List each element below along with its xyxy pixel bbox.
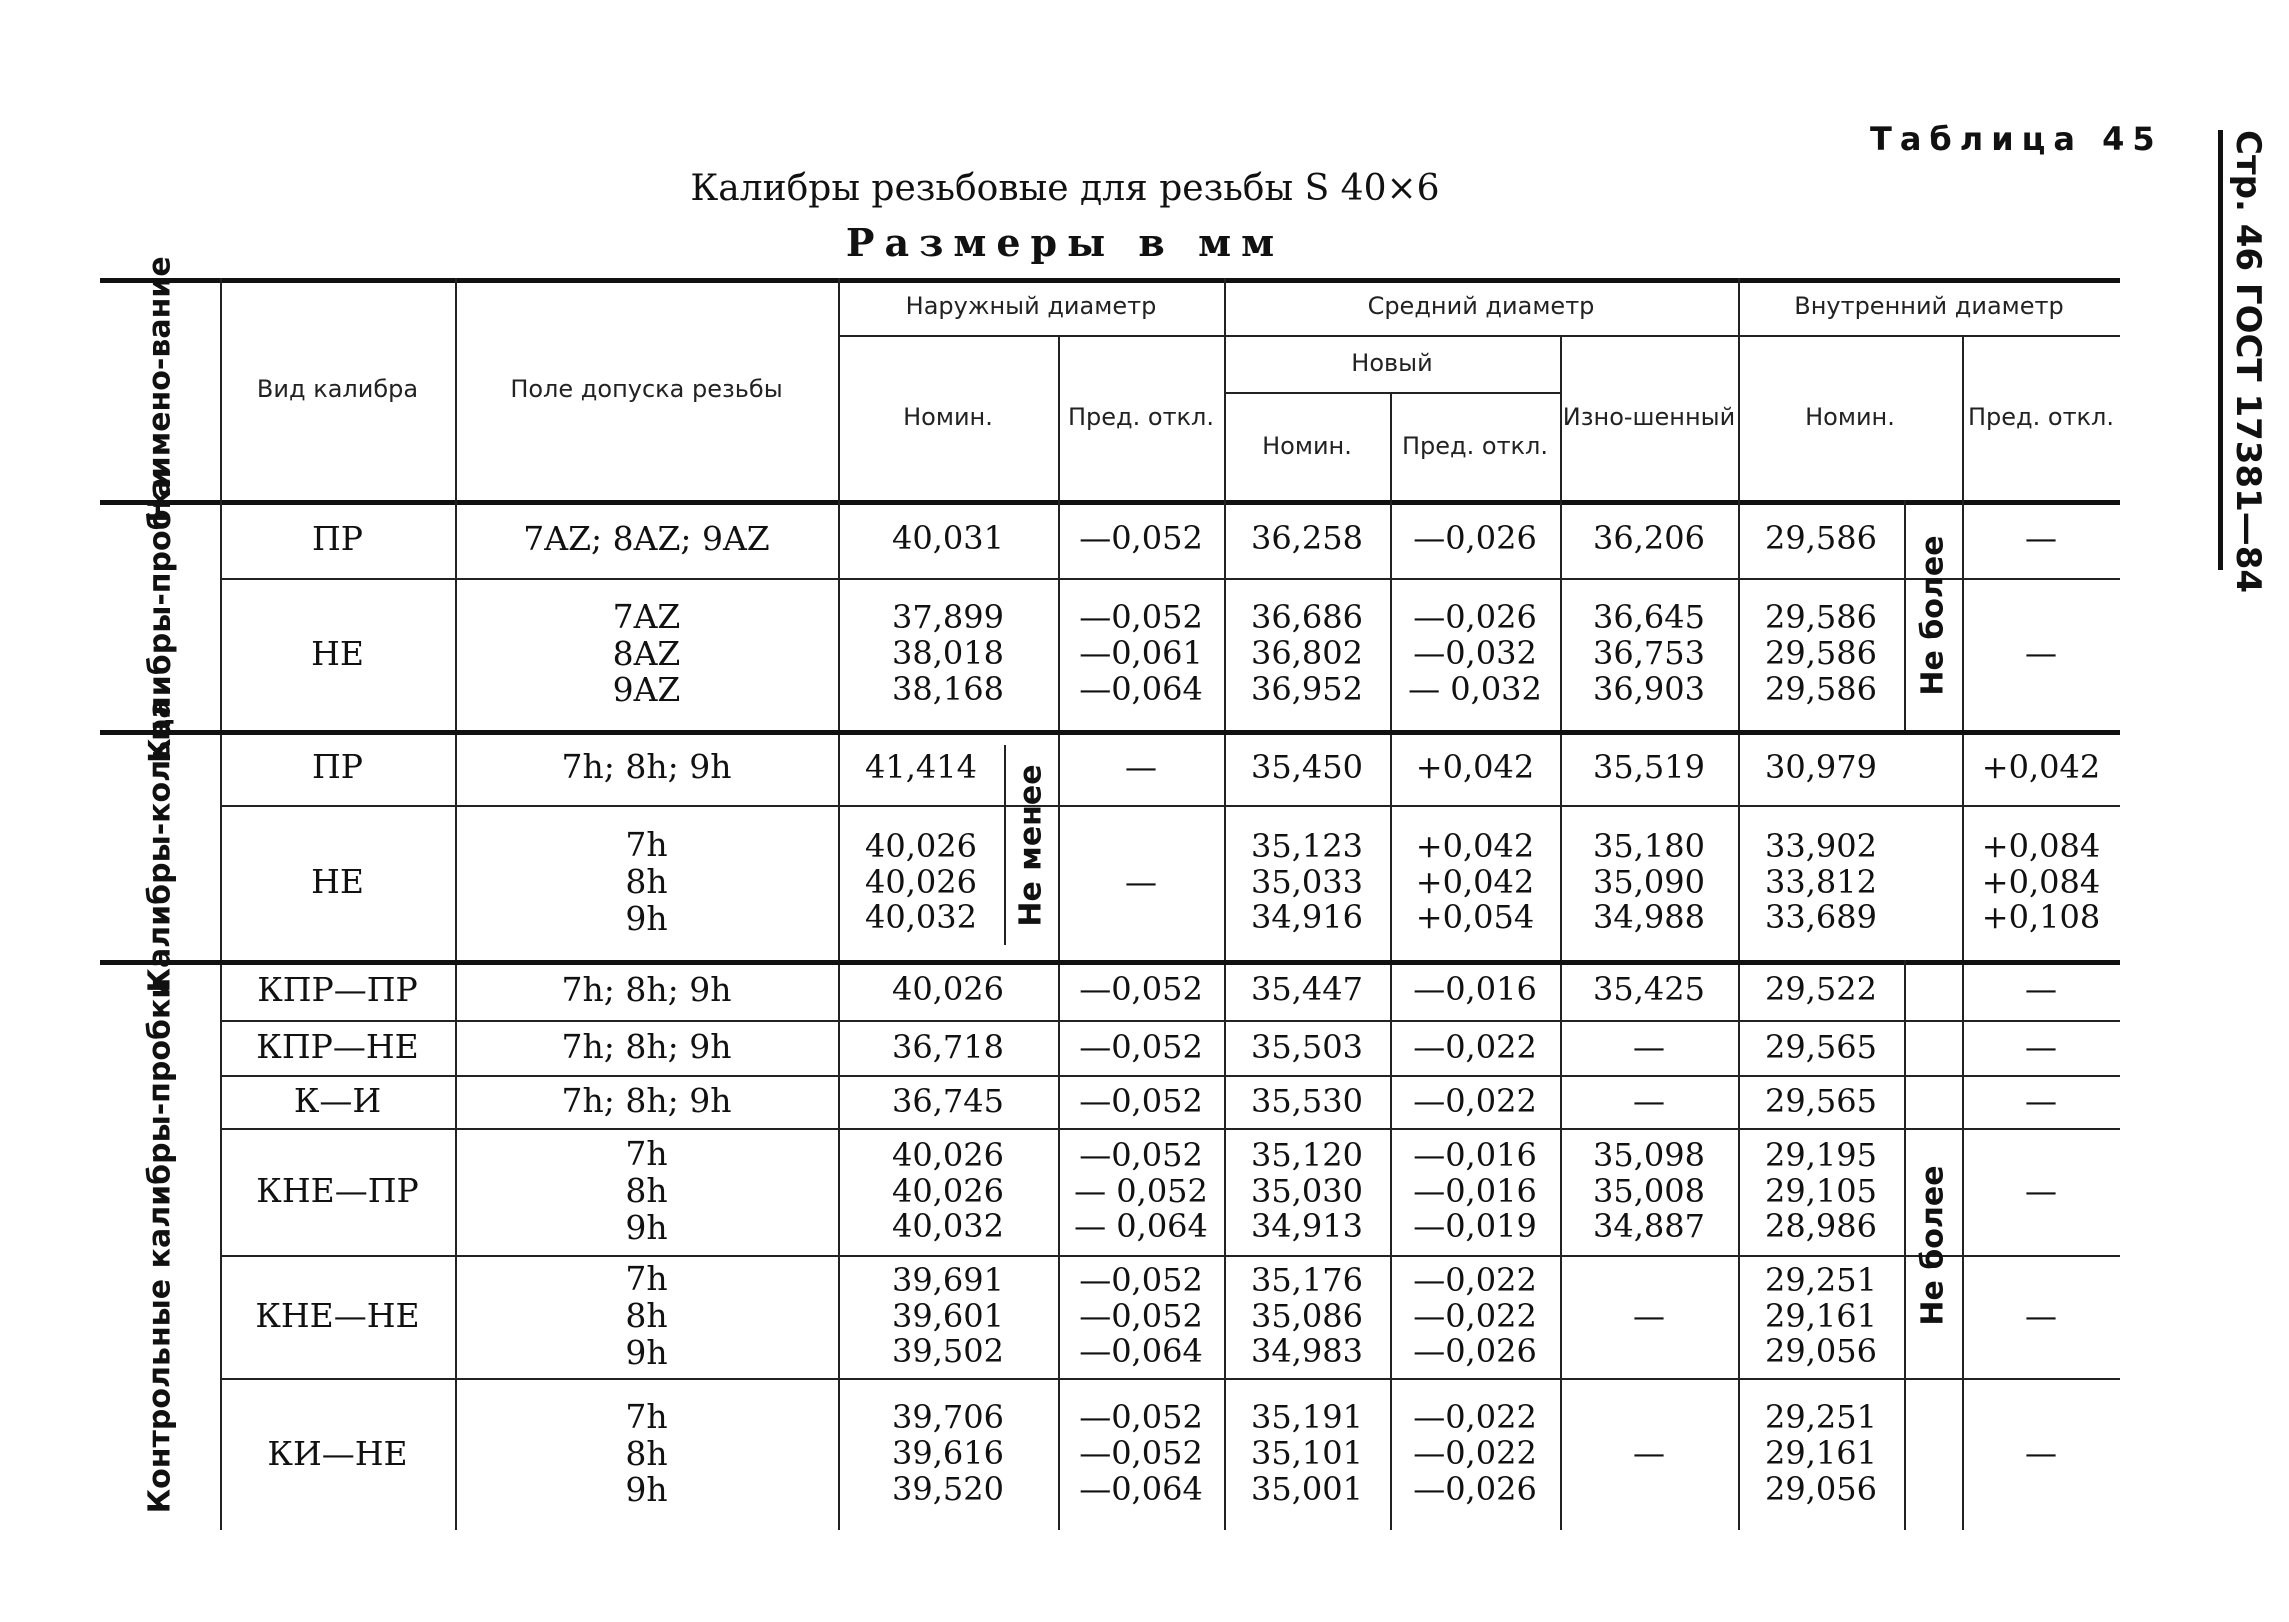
cell-mean-nom — [1224, 730, 1390, 805]
cell-outer-nom-line: 41,414 — [865, 747, 977, 786]
group-rings-text: Калибры-кольца — [142, 697, 178, 993]
cell-outer-nom — [838, 500, 1058, 578]
cell-mean-nom-line: 35,176 — [1251, 1260, 1363, 1299]
cell-worn-line: — — [1633, 1434, 1665, 1473]
cell-type — [220, 1020, 455, 1075]
cell-outer-dev-line: —0,064 — [1079, 1469, 1203, 1508]
cell-outer-dev — [1058, 805, 1224, 960]
cell-worn-line: 36,753 — [1593, 634, 1705, 673]
name-header — [100, 255, 220, 523]
cell-mean-nom-line: 34,913 — [1251, 1207, 1363, 1246]
cell-outer-nom-line: 40,026 — [865, 862, 977, 901]
note-no-less — [1006, 730, 1056, 960]
cell-field-line: 7h; 8h; 9h — [561, 747, 732, 787]
group-control-plugs — [100, 960, 220, 1530]
group-rings — [100, 697, 220, 993]
cell-outer-dev-line: —0,052 — [1079, 598, 1203, 637]
cell-worn-line: 34,988 — [1593, 898, 1705, 937]
cell-field-line: 7AZ — [612, 596, 681, 636]
cell-outer-nom-line: 39,520 — [892, 1469, 1004, 1508]
cell-field-line: 7h — [625, 825, 668, 865]
cell-mean-nom — [1224, 1075, 1390, 1128]
cell-outer-dev-line: —0,052 — [1079, 1296, 1203, 1335]
new-header-line: Новый — [1351, 349, 1433, 378]
cell-field — [455, 1378, 838, 1530]
cell-inner-nom-line: 29,251 — [1765, 1260, 1877, 1299]
cell-outer-dev-line: —0,064 — [1079, 669, 1203, 708]
cell-outer-dev-line: — — [1125, 747, 1157, 786]
cell-worn — [1560, 1128, 1738, 1255]
cell-outer-nom — [838, 805, 1004, 960]
cell-mean-dev-line: +0,042 — [1415, 862, 1535, 901]
cell-type — [220, 1075, 455, 1128]
note-no-more-bottom — [1906, 960, 1960, 1530]
outer-nominal-header — [838, 335, 1058, 500]
cell-mean-nom — [1224, 1020, 1390, 1075]
cell-inner-nom-line: 29,522 — [1765, 970, 1877, 1009]
cell-mean-dev-line: —0,026 — [1413, 598, 1537, 637]
cell-worn-line: 36,645 — [1593, 598, 1705, 637]
cell-mean-dev — [1390, 1255, 1560, 1378]
cell-field — [455, 960, 838, 1020]
cell-inner-dev-line: — — [2025, 1081, 2057, 1120]
cell-worn — [1560, 730, 1738, 805]
outer-diameter-header-line: Наружный диаметр — [905, 292, 1157, 321]
cell-field — [455, 500, 838, 578]
cell-outer-nom — [838, 578, 1058, 730]
cell-field-line: 9h — [625, 1207, 668, 1247]
outer-deviation-header-line: Пред. откл. — [1067, 403, 1215, 432]
cell-type-line: НЕ — [311, 633, 364, 673]
cell-inner-nom-line: 28,986 — [1765, 1207, 1877, 1246]
cell-mean-dev-line: —0,026 — [1413, 1332, 1537, 1371]
cell-mean-dev-line: —0,026 — [1413, 1469, 1537, 1508]
cell-inner-nom-line: 29,565 — [1765, 1081, 1877, 1120]
cell-mean-nom-line: 35,123 — [1251, 826, 1363, 865]
inner-nominal-header — [1738, 335, 1962, 500]
note-rule — [1904, 960, 1906, 1530]
cell-type — [220, 1378, 455, 1530]
cell-field-line: 8AZ — [612, 633, 681, 673]
cell-field — [455, 730, 838, 805]
tolerance-field-header-line: Поле допуска резьбы — [510, 374, 783, 403]
cell-mean-dev-line: —0,026 — [1413, 519, 1537, 558]
cell-mean-dev-line: —0,022 — [1413, 1081, 1537, 1120]
cell-inner-nom-line: 33,902 — [1765, 826, 1877, 865]
cell-inner-nom — [1738, 730, 1904, 805]
cell-inner-dev-line: — — [2025, 1434, 2057, 1473]
cell-worn — [1560, 500, 1738, 578]
cell-outer-dev — [1058, 1255, 1224, 1378]
cell-outer-nom-line: 37,899 — [892, 598, 1004, 637]
inner-deviation-header-line: Пред. откл. — [1967, 403, 2115, 432]
cell-outer-nom — [838, 1020, 1058, 1075]
cell-outer-nom-line: 39,616 — [892, 1434, 1004, 1473]
cell-worn — [1560, 805, 1738, 960]
side-note-text: Стр. 46 ГОСТ 17381—84 — [2228, 130, 2268, 594]
cell-mean-nom-line: 36,802 — [1251, 634, 1363, 673]
cell-mean-nom-line: 34,983 — [1251, 1332, 1363, 1371]
worn-header-line: Изно-шенный — [1562, 403, 1736, 432]
cell-field-line: 7h; 8h; 9h — [561, 1027, 732, 1067]
cell-mean-dev — [1390, 578, 1560, 730]
cell-inner-nom-line: 33,689 — [1765, 898, 1877, 937]
cell-inner-dev-line: +0,084 — [1981, 826, 2101, 865]
cell-outer-dev-line: —0,052 — [1079, 970, 1203, 1009]
cell-outer-nom-line: 38,168 — [892, 669, 1004, 708]
cell-inner-dev-line: +0,084 — [1981, 862, 2101, 901]
mean-deviation-header — [1390, 392, 1560, 500]
cell-inner-nom-line: 29,251 — [1765, 1398, 1877, 1437]
cell-worn-line: 35,180 — [1593, 826, 1705, 865]
cell-outer-nom-line: 39,691 — [892, 1260, 1004, 1299]
cell-outer-dev — [1058, 500, 1224, 578]
cell-mean-nom-line: 35,530 — [1251, 1081, 1363, 1120]
cell-mean-dev-line: —0,019 — [1413, 1207, 1537, 1246]
cell-mean-dev-line: —0,022 — [1413, 1434, 1537, 1473]
cell-type-line: КПР—ПР — [257, 969, 418, 1009]
cell-type — [220, 1128, 455, 1255]
outer-nominal-header-line: Номин. — [903, 403, 993, 432]
cell-mean-dev-line: —0,016 — [1413, 970, 1537, 1009]
cell-outer-dev-line: — — [1125, 862, 1157, 901]
name-header-text: Наимено-вание — [142, 255, 178, 523]
cell-type — [220, 500, 455, 578]
cell-inner-nom-line: 29,161 — [1765, 1434, 1877, 1473]
cell-mean-nom-line: 35,001 — [1251, 1469, 1363, 1508]
cell-mean-nom-line: 35,450 — [1251, 747, 1363, 786]
cell-inner-dev — [1962, 1020, 2120, 1075]
cell-inner-nom — [1738, 500, 1904, 578]
cell-type-line: ПР — [312, 747, 363, 787]
cell-mean-dev — [1390, 805, 1560, 960]
cell-worn-line: — — [1633, 1027, 1665, 1066]
cell-mean-dev-line: —0,022 — [1413, 1260, 1537, 1299]
cell-type-line: КИ—НЕ — [267, 1433, 408, 1473]
cell-type-line: КНЕ—НЕ — [255, 1296, 420, 1336]
cell-inner-nom-line: 29,161 — [1765, 1296, 1877, 1335]
cell-inner-nom-line: 29,586 — [1765, 598, 1877, 637]
cell-mean-nom — [1224, 1255, 1390, 1378]
cell-mean-dev-line: — 0,032 — [1408, 669, 1542, 708]
cell-inner-dev — [1962, 1128, 2120, 1255]
cell-inner-dev — [1962, 805, 2120, 960]
cell-outer-dev — [1058, 1020, 1224, 1075]
table-title: Калибры резьбовые для резьбы S 40×6 — [690, 168, 1440, 209]
outer-deviation-header — [1058, 335, 1224, 500]
cell-mean-nom-line: 36,258 — [1251, 519, 1363, 558]
cell-inner-nom — [1738, 1128, 1904, 1255]
cell-mean-dev-line: —0,016 — [1413, 1135, 1537, 1174]
cell-inner-dev-line: +0,108 — [1981, 898, 2101, 937]
cell-mean-dev-line: —0,022 — [1413, 1296, 1537, 1335]
group-control-plugs-text: Контрольные калибры-пробки — [142, 977, 178, 1513]
cell-type-line: КНЕ—ПР — [256, 1171, 419, 1211]
cell-outer-nom-line: 40,032 — [892, 1207, 1004, 1246]
cell-outer-dev — [1058, 960, 1224, 1020]
cell-outer-nom — [838, 1128, 1058, 1255]
cell-outer-nom — [838, 1255, 1058, 1378]
cell-outer-nom-line: 36,718 — [892, 1027, 1004, 1066]
cell-mean-nom-line: 34,916 — [1251, 898, 1363, 937]
cell-inner-dev — [1962, 1378, 2120, 1530]
cell-inner-nom-line: 29,195 — [1765, 1135, 1877, 1174]
cell-outer-dev-line: —0,052 — [1079, 1081, 1203, 1120]
mean-diameter-header-line: Средний диаметр — [1367, 292, 1595, 321]
cell-outer-nom-line: 38,018 — [892, 634, 1004, 673]
cell-outer-dev-line: —0,064 — [1079, 1332, 1203, 1371]
cell-worn — [1560, 1378, 1738, 1530]
cell-mean-dev-line: —0,032 — [1413, 634, 1537, 673]
cell-worn-line: — — [1633, 1081, 1665, 1120]
cell-outer-dev-line: —0,052 — [1079, 1398, 1203, 1437]
group-plugs — [100, 467, 220, 763]
cell-outer-nom — [838, 730, 1004, 805]
cell-outer-nom — [838, 960, 1058, 1020]
cell-mean-nom — [1224, 500, 1390, 578]
cell-inner-dev-line: — — [2025, 1296, 2057, 1335]
cell-outer-nom-line: 40,026 — [892, 1135, 1004, 1174]
cell-mean-dev-line: —0,022 — [1413, 1398, 1537, 1437]
cell-outer-nom-line: 39,601 — [892, 1296, 1004, 1335]
new-header — [1224, 335, 1560, 392]
cell-field — [455, 1075, 838, 1128]
cell-type — [220, 578, 455, 730]
outer-diameter-header — [838, 278, 1224, 335]
cell-inner-dev-line: — — [2025, 1171, 2057, 1210]
cell-mean-dev-line: +0,042 — [1415, 747, 1535, 786]
cell-mean-nom — [1224, 805, 1390, 960]
mean-deviation-header-line: Пред. откл. — [1401, 431, 1549, 460]
cell-worn-line: 35,425 — [1593, 970, 1705, 1009]
cell-type — [220, 805, 455, 960]
cell-field-line: 8h — [625, 1433, 668, 1473]
note-no-more-top-text: Не более — [1915, 534, 1951, 696]
tolerance-field-header — [455, 278, 838, 500]
cell-mean-nom-line: 36,952 — [1251, 669, 1363, 708]
cell-outer-dev — [1058, 578, 1224, 730]
cell-inner-nom — [1738, 1075, 1904, 1128]
cell-worn-line: 35,098 — [1593, 1135, 1705, 1174]
inner-deviation-header — [1962, 335, 2120, 500]
cell-field — [455, 578, 838, 730]
note-no-more-top — [1906, 500, 1960, 730]
cell-outer-nom-line: 40,026 — [865, 826, 977, 865]
cell-inner-nom-line: 29,586 — [1765, 634, 1877, 673]
cell-mean-nom — [1224, 1128, 1390, 1255]
cell-field — [455, 1128, 838, 1255]
cell-inner-dev-line: — — [2025, 634, 2057, 673]
cell-outer-dev-line: —0,052 — [1079, 1434, 1203, 1473]
cell-field-line: 7h — [625, 1134, 668, 1174]
inner-diameter-header — [1738, 278, 2120, 335]
cell-mean-nom-line: 35,120 — [1251, 1135, 1363, 1174]
cell-inner-nom-line: 29,056 — [1765, 1469, 1877, 1508]
cell-inner-nom-line: 29,586 — [1765, 519, 1877, 558]
cell-mean-dev — [1390, 500, 1560, 578]
cell-field-line: 8h — [625, 1171, 668, 1211]
cell-mean-dev-line: +0,042 — [1415, 826, 1535, 865]
cell-inner-nom — [1738, 1020, 1904, 1075]
cell-type — [220, 960, 455, 1020]
cell-field-line: 9h — [625, 898, 668, 938]
cell-outer-nom — [838, 1075, 1058, 1128]
cell-mean-dev — [1390, 960, 1560, 1020]
cell-outer-dev — [1058, 1075, 1224, 1128]
gauge-type-header — [220, 278, 455, 500]
cell-mean-nom-line: 35,033 — [1251, 862, 1363, 901]
cell-field-line: 9h — [625, 1470, 668, 1510]
cell-inner-dev — [1962, 730, 2120, 805]
cell-outer-dev-line: —0,061 — [1079, 634, 1203, 673]
cell-inner-dev — [1962, 1075, 2120, 1128]
group-plugs-text: Калибры-пробки — [142, 467, 178, 763]
cell-type-line: КПР—НЕ — [256, 1027, 419, 1067]
cell-mean-dev-line: —0,022 — [1413, 1027, 1537, 1066]
gauge-type-header-line: Вид калибра — [256, 374, 419, 403]
cell-worn-line: 34,887 — [1593, 1207, 1705, 1246]
cell-mean-nom — [1224, 1378, 1390, 1530]
mean-nominal-header — [1224, 392, 1390, 500]
cell-mean-nom-line: 35,447 — [1251, 970, 1363, 1009]
inner-diameter-header-line: Внутренний диаметр — [1794, 292, 2064, 321]
cell-inner-nom — [1738, 578, 1904, 730]
note-no-less-text: Не менее — [1013, 763, 1049, 927]
cell-worn-line: 35,519 — [1593, 747, 1705, 786]
cell-inner-nom — [1738, 1255, 1904, 1378]
cell-outer-nom-line: 40,031 — [892, 519, 1004, 558]
cell-inner-dev — [1962, 1255, 2120, 1378]
cell-outer-dev-line: —0,052 — [1079, 1027, 1203, 1066]
cell-inner-dev — [1962, 960, 2120, 1020]
cell-inner-nom-line: 29,105 — [1765, 1171, 1877, 1210]
cell-mean-nom-line: 35,191 — [1251, 1398, 1363, 1437]
cell-outer-nom-line: 39,706 — [892, 1398, 1004, 1437]
cell-outer-nom-line: 36,745 — [892, 1081, 1004, 1120]
cell-field — [455, 1020, 838, 1075]
cell-outer-nom-line: 39,502 — [892, 1332, 1004, 1371]
cell-inner-nom — [1738, 1378, 1904, 1530]
note-rule — [1004, 745, 1006, 945]
cell-mean-nom — [1224, 578, 1390, 730]
cell-field-line: 8h — [625, 1296, 668, 1336]
cell-mean-dev — [1390, 1378, 1560, 1530]
cell-inner-nom — [1738, 805, 1904, 960]
cell-inner-dev — [1962, 578, 2120, 730]
cell-type-line: ПР — [312, 518, 363, 558]
cell-field-line: 7h; 8h; 9h — [561, 969, 732, 1009]
note-no-more-bottom-text: Не более — [1915, 1164, 1951, 1326]
cell-inner-dev-line: +0,042 — [1981, 747, 2101, 786]
cell-field-line: 8h — [625, 862, 668, 902]
note-rule — [1904, 500, 1906, 730]
table-number: Таблица 45 — [1870, 120, 2163, 158]
cell-inner-dev — [1962, 500, 2120, 578]
inner-nominal-header-line: Номин. — [1805, 403, 1895, 432]
table-units: Размеры в мм — [845, 220, 1285, 265]
cell-mean-dev-line: +0,054 — [1415, 898, 1535, 937]
cell-mean-dev — [1390, 1020, 1560, 1075]
cell-worn-line: — — [1633, 1296, 1665, 1335]
cell-field — [455, 1255, 838, 1378]
cell-outer-dev — [1058, 1378, 1224, 1530]
cell-worn-line: 35,090 — [1593, 862, 1705, 901]
cell-worn — [1560, 578, 1738, 730]
cell-worn — [1560, 1020, 1738, 1075]
cell-outer-nom — [838, 1378, 1058, 1530]
cell-worn-line: 35,008 — [1593, 1171, 1705, 1210]
cell-field-line: 9h — [625, 1332, 668, 1372]
cell-outer-dev-line: —0,052 — [1079, 1260, 1203, 1299]
cell-outer-nom-line: 40,026 — [892, 1171, 1004, 1210]
cell-type-line: К—И — [293, 1081, 382, 1121]
cell-worn-line: 36,903 — [1593, 669, 1705, 708]
cell-worn — [1560, 1075, 1738, 1128]
cell-mean-nom-line: 35,503 — [1251, 1027, 1363, 1066]
cell-outer-dev-line: —0,052 — [1079, 519, 1203, 558]
cell-inner-nom-line: 29,056 — [1765, 1332, 1877, 1371]
cell-mean-dev — [1390, 1075, 1560, 1128]
cell-mean-nom-line: 35,101 — [1251, 1434, 1363, 1473]
cell-mean-nom-line: 36,686 — [1251, 598, 1363, 637]
cell-inner-nom-line: 29,565 — [1765, 1027, 1877, 1066]
cell-mean-dev-line: —0,016 — [1413, 1171, 1537, 1210]
cell-field-line: 7h — [625, 1396, 668, 1436]
cell-field-line: 7AZ; 8AZ; 9AZ — [523, 518, 770, 558]
cell-mean-nom — [1224, 960, 1390, 1020]
worn-header — [1560, 335, 1738, 500]
cell-type-line: НЕ — [311, 862, 364, 902]
cell-worn — [1560, 960, 1738, 1020]
cell-worn — [1560, 1255, 1738, 1378]
cell-outer-nom-line: 40,026 — [892, 970, 1004, 1009]
cell-field-line: 7h; 8h; 9h — [561, 1081, 732, 1121]
cell-field-line: 7h — [625, 1259, 668, 1299]
cell-mean-nom-line: 35,086 — [1251, 1296, 1363, 1335]
cell-worn-line: 36,206 — [1593, 519, 1705, 558]
cell-inner-nom-line: 29,586 — [1765, 669, 1877, 708]
mean-diameter-header — [1224, 278, 1738, 335]
mean-nominal-header-line: Номин. — [1262, 431, 1352, 460]
cell-field-line: 9AZ — [612, 670, 681, 710]
cell-outer-dev-line: — 0,052 — [1074, 1171, 1208, 1210]
cell-type — [220, 1255, 455, 1378]
cell-outer-dev — [1058, 730, 1224, 805]
cell-outer-dev-line: — 0,064 — [1074, 1207, 1208, 1246]
cell-outer-dev-line: —0,052 — [1079, 1135, 1203, 1174]
cell-mean-dev — [1390, 1128, 1560, 1255]
cell-inner-dev-line: — — [2025, 1027, 2057, 1066]
cell-inner-dev-line: — — [2025, 519, 2057, 558]
cell-field — [455, 805, 838, 960]
cell-outer-nom-line: 40,032 — [865, 898, 977, 937]
cell-inner-nom — [1738, 960, 1904, 1020]
cell-mean-dev — [1390, 730, 1560, 805]
cell-inner-nom-line: 33,812 — [1765, 862, 1877, 901]
cell-outer-dev — [1058, 1128, 1224, 1255]
cell-type — [220, 730, 455, 805]
cell-inner-nom-line: 30,979 — [1765, 747, 1877, 786]
cell-inner-dev-line: — — [2025, 970, 2057, 1009]
cell-mean-nom-line: 35,030 — [1251, 1171, 1363, 1210]
